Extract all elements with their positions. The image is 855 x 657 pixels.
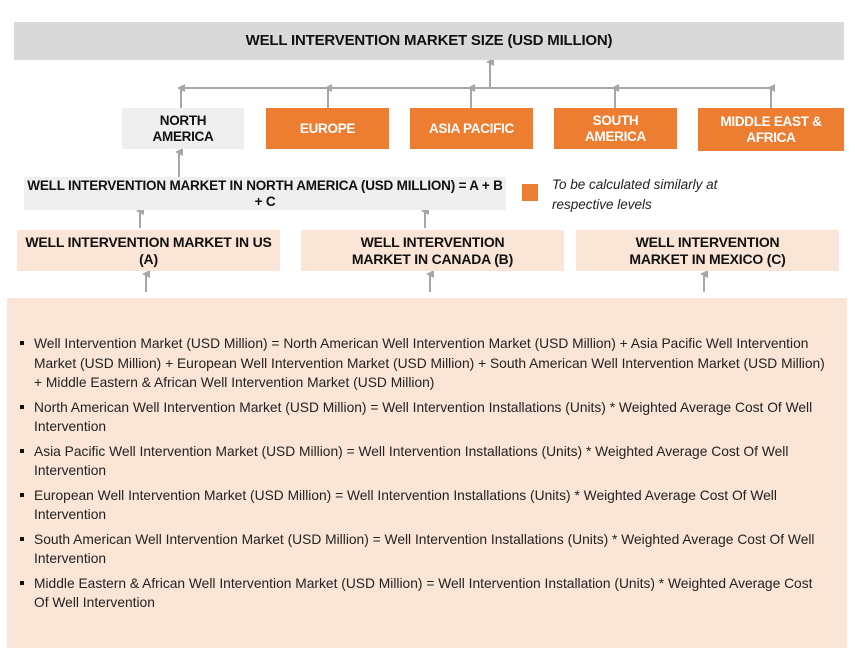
north-america-market-label: WELL INTERVENTION MARKET IN NORTH AMERICA (USD MILLION) = A + B + C — [27, 177, 503, 209]
region-middle-east-africa-label: MIDDLE EAST & AFRICA — [720, 113, 822, 145]
north-america-market-box — [24, 177, 506, 210]
diagram-title — [14, 22, 844, 60]
bullet-icon — [20, 493, 24, 497]
country-us-box — [17, 230, 280, 271]
country-mexico-label: WELL INTERVENTION MARKET IN MEXICO (C) — [629, 234, 786, 267]
bullet-icon — [20, 341, 24, 345]
country-us-label: WELL INTERVENTION MARKET IN US (A) — [25, 234, 272, 267]
formula-item — [20, 442, 830, 481]
country-canada-label: WELL INTERVENTION MARKET IN CANADA (B) — [351, 234, 514, 267]
formula-item — [20, 486, 830, 525]
formula-item — [20, 574, 830, 613]
region-north-america — [122, 108, 244, 149]
bullet-icon — [20, 405, 24, 409]
bullet-icon — [20, 537, 24, 541]
region-south-america-label: SOUTH AMERICA — [585, 112, 646, 144]
region-south-america — [554, 108, 677, 149]
legend-swatch — [522, 184, 538, 201]
formula-text: Well Intervention Market (USD Million) = North American Well Intervention Market (USD Million) + Asia Pacific Well Intervention Market (USD Million) + European Well Intervention Market (USD Million) + South American Well Intervention Market (USD Million) + Middle Eastern & African Well Intervention Market (USD Million) — [34, 336, 825, 390]
legend-text: To be calculated similarly at respective levels — [552, 177, 718, 212]
bullet-icon — [20, 449, 24, 453]
formula-item — [20, 530, 830, 569]
bullet-icon — [20, 581, 24, 585]
formula-item — [20, 334, 830, 393]
formula-item — [20, 398, 830, 437]
formula-list — [20, 334, 830, 618]
region-europe — [266, 108, 389, 149]
region-north-america-label: NORTH AMERICA — [152, 112, 214, 144]
region-asia-pacific — [410, 108, 533, 149]
country-mexico-box — [576, 230, 839, 271]
diagram-title-text: WELL INTERVENTION MARKET SIZE (USD MILLION) — [245, 32, 613, 50]
region-middle-east-africa — [698, 108, 844, 151]
region-asia-pacific-label: ASIA PACIFIC — [429, 120, 514, 136]
formula-text: South American Well Intervention Market (USD Million) = Well Intervention Installations (Units) * Weighted Average Cost Of Well Intervention — [34, 531, 815, 566]
formula-text: Asia Pacific Well Intervention Market (USD Million) = Well Intervention Installations (Units) * Weighted Average Cost Of Well Intervention — [34, 443, 789, 478]
region-europe-label: EUROPE — [299, 120, 356, 136]
formula-text: European Well Intervention Market (USD Million) = Well Intervention Installations (Units) * Weighted Average Cost Of Well Intervention — [34, 487, 777, 522]
country-canada-box — [301, 230, 564, 271]
formula-text: Middle Eastern & African Well Intervention Market (USD Million) = Well Intervention Installation (Units) * Weighted Average Cost Of Well Intervention — [34, 575, 813, 610]
formula-text: North American Well Intervention Market (USD Million) = Well Intervention Installations (Units) * Weighted Average Cost Of Well Intervention — [34, 399, 813, 434]
